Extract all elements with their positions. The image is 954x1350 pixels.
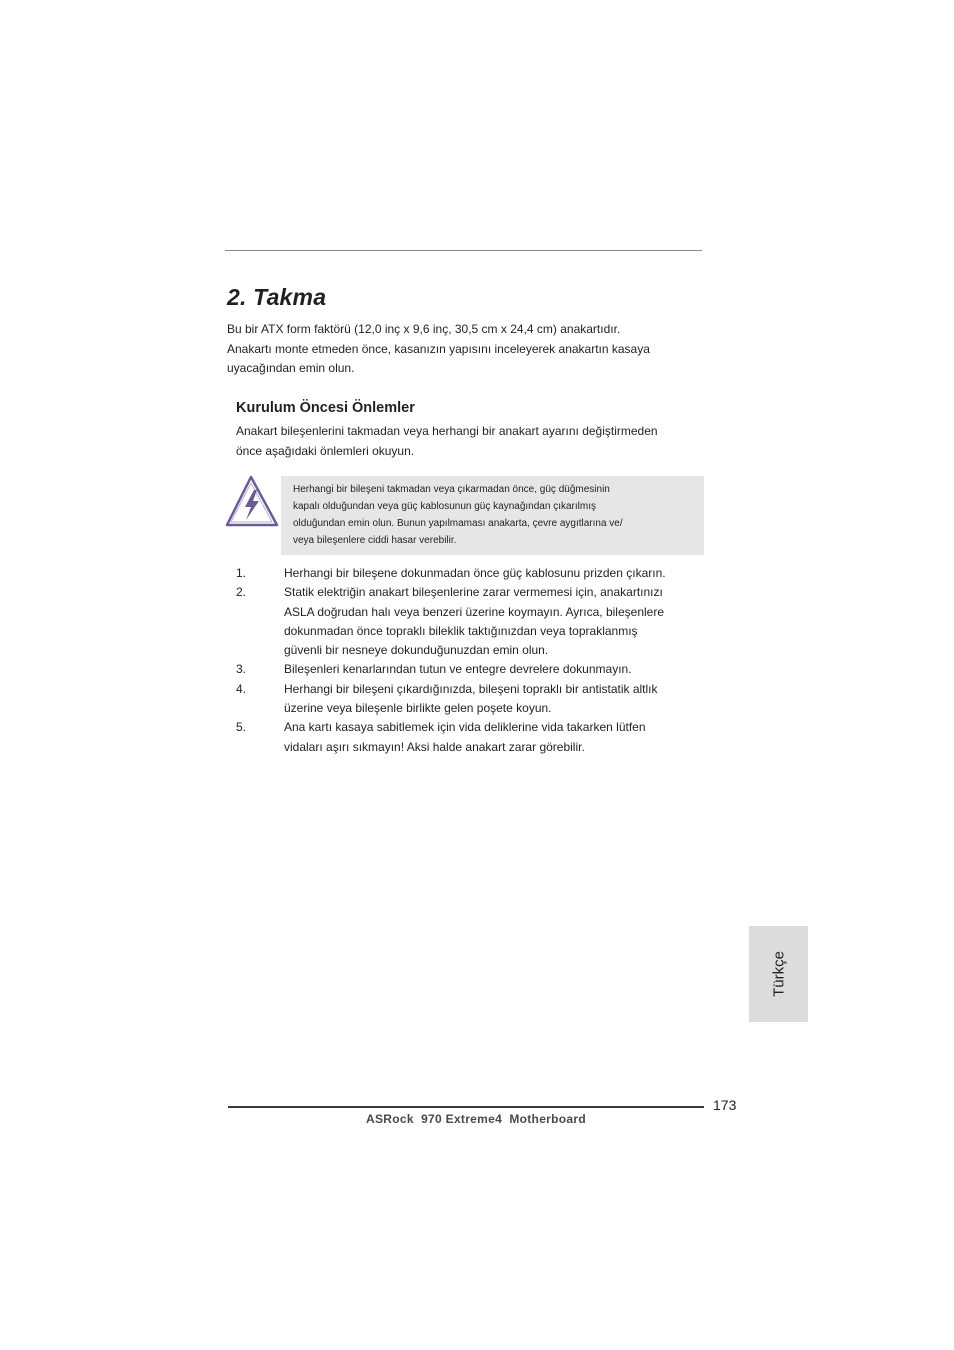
list-item bbox=[236, 583, 706, 660]
precautions-heading: Kurulum Öncesi Önlemler bbox=[236, 400, 415, 416]
step-number: 2. bbox=[236, 585, 247, 600]
top-divider bbox=[225, 250, 702, 251]
precautions-intro bbox=[236, 422, 706, 461]
section-title: 2. Takma bbox=[227, 284, 327, 310]
language-tab-label: Türkçe bbox=[770, 951, 787, 997]
page-number: 173 bbox=[713, 1097, 737, 1113]
section-intro bbox=[227, 320, 707, 379]
intro-line: Bu bir ATX form faktörü (12,0 inç x 9,6 inç, 30,5 cm x 24,4 cm) anakartıdır. bbox=[227, 322, 621, 336]
footer-product-name: ASRock 970 Extreme4 Motherboard bbox=[366, 1112, 586, 1126]
step-line: güvenli bir nesneye dokunduğunuzdan emin olun. bbox=[284, 643, 549, 658]
warning-line: Herhangi bir bileşeni takmadan veya çıkarmadan önce, güç düğmesinin bbox=[293, 484, 610, 495]
step-text bbox=[284, 660, 706, 679]
electrical-hazard-warning-icon bbox=[224, 474, 280, 528]
step-line: ASLA doğrudan halı veya benzeri üzerine koymayın. Ayrıca, bileşenlere bbox=[284, 604, 665, 619]
precaution-steps-list bbox=[236, 564, 706, 757]
step-text bbox=[284, 718, 706, 757]
list-item bbox=[236, 718, 706, 757]
step-line: üzerine veya bileşenle birlikte gelen poşete koyun. bbox=[284, 701, 552, 716]
step-text bbox=[284, 680, 706, 719]
step-number: 5. bbox=[236, 720, 247, 735]
language-side-tab bbox=[749, 926, 808, 1022]
intro-line: uyacağından emin olun. bbox=[227, 361, 355, 375]
step-number: 4. bbox=[236, 681, 247, 696]
warning-note bbox=[281, 476, 704, 555]
step-number: 3. bbox=[236, 662, 247, 677]
intro-line: Anakartı monte etmeden önce, kasanızın yapısını inceleyerek anakartın kasaya bbox=[227, 341, 650, 356]
step-number: 1. bbox=[236, 566, 247, 580]
step-line: dokunmadan önce topraklı bileklik taktığınızdan veya topraklanmış bbox=[284, 623, 638, 638]
step-line: vidaları aşırı sıkmayın! Aksi halde anakart zarar görebilir. bbox=[284, 739, 585, 754]
step-line: Ana kartı kasaya sabitlemek için vida deliklerine vida takarken lütfen bbox=[284, 720, 646, 735]
precautions-intro-line: Anakart bileşenlerini takmadan veya herhangi bir anakart ayarını değiştirmeden bbox=[236, 424, 658, 438]
list-item bbox=[236, 660, 706, 679]
step-line: Statik elektriğin anakart bileşenlerine zarar vermemesi için, anakartınızı bbox=[284, 585, 663, 600]
list-item bbox=[236, 564, 706, 583]
step-text bbox=[284, 564, 706, 583]
precautions-intro-line: önce aşağıdaki önlemleri okuyun. bbox=[236, 443, 415, 458]
footer-divider bbox=[228, 1106, 704, 1108]
step-text bbox=[284, 583, 706, 660]
step-line: Herhangi bir bileşene dokunmadan önce güç kablosunu prizden çıkarın. bbox=[284, 566, 666, 580]
step-line: Herhangi bir bileşeni çıkardığınızda, bileşeni topraklı bir antistatik altlık bbox=[284, 681, 658, 696]
warning-line: olduğundan emin olun. Bunun yapılmaması anakarta, çevre aygıtlarına ve/ bbox=[293, 518, 623, 529]
list-item bbox=[236, 680, 706, 719]
warning-line: veya bileşenlere ciddi hasar verebilir. bbox=[293, 535, 457, 546]
step-line: Bileşenleri kenarlarından tutun ve entegre devrelere dokunmayın. bbox=[284, 662, 632, 677]
warning-line: kapalı olduğundan veya güç kablosunun güç kaynağından çıkarılmış bbox=[293, 501, 596, 512]
